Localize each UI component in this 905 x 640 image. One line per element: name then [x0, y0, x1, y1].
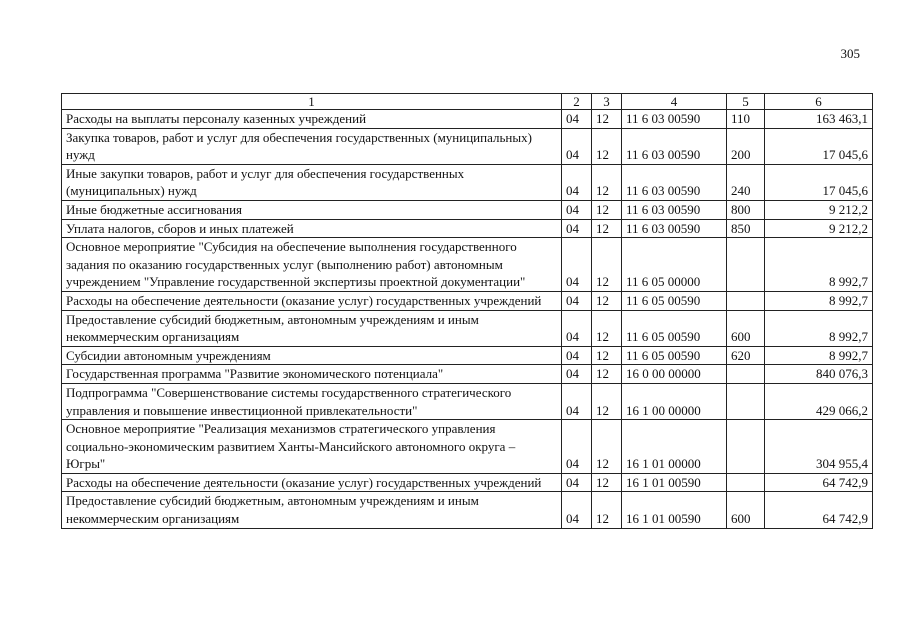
- expense-type-cell: 600: [727, 310, 765, 346]
- expense-type-cell: 850: [727, 219, 765, 238]
- expense-name-cell: Основное мероприятие "Субсидия на обеспечение выполнения государственного задания по оказанию государственных услуг (выполнению работ) автономным учреждением "Управление государственной экспертизы проектной документации": [62, 238, 562, 292]
- section-code-cell: 04: [562, 110, 592, 129]
- subsection-code-cell: 12: [592, 200, 622, 219]
- subsection-code-cell: 12: [592, 310, 622, 346]
- amount-cell: 429 066,2: [765, 383, 873, 419]
- section-code-cell: 04: [562, 291, 592, 310]
- expense-type-cell: [727, 291, 765, 310]
- amount-cell: 8 992,7: [765, 310, 873, 346]
- expense-type-cell: 240: [727, 164, 765, 200]
- table-row: [62, 110, 873, 129]
- header-cell: 5: [727, 94, 765, 110]
- section-code-cell: 04: [562, 128, 592, 164]
- amount-cell: 8 992,7: [765, 346, 873, 365]
- target-article-cell: 11 6 05 00000: [622, 238, 727, 292]
- amount-cell: 304 955,4: [765, 420, 873, 474]
- target-article-cell: 16 1 01 00590: [622, 492, 727, 528]
- expense-name-cell: Основное мероприятие "Реализация механизмов стратегического управления социально-экономическим развитием Ханты-Мансийского автономного округа – Югры": [62, 420, 562, 474]
- header-cell: 4: [622, 94, 727, 110]
- subsection-code-cell: 12: [592, 164, 622, 200]
- expense-name-cell: Уплата налогов, сборов и иных платежей: [62, 219, 562, 238]
- subsection-code-cell: 12: [592, 473, 622, 492]
- table-row: [62, 492, 873, 528]
- target-article-cell: 16 1 01 00000: [622, 420, 727, 474]
- expense-type-cell: 600: [727, 492, 765, 528]
- section-code-cell: 04: [562, 219, 592, 238]
- section-code-cell: 04: [562, 310, 592, 346]
- expense-name-cell: Расходы на выплаты персоналу казенных учреждений: [62, 110, 562, 129]
- subsection-code-cell: 12: [592, 346, 622, 365]
- subsection-code-cell: 12: [592, 383, 622, 419]
- amount-cell: 8 992,7: [765, 291, 873, 310]
- subsection-code-cell: 12: [592, 110, 622, 129]
- table-row: [62, 420, 873, 474]
- expense-name-cell: Расходы на обеспечение деятельности (оказание услуг) государственных учреждений: [62, 473, 562, 492]
- amount-cell: 8 992,7: [765, 238, 873, 292]
- table-row: [62, 219, 873, 238]
- table-row: [62, 164, 873, 200]
- subsection-code-cell: 12: [592, 291, 622, 310]
- expense-type-cell: 110: [727, 110, 765, 129]
- table-row: [62, 128, 873, 164]
- target-article-cell: 11 6 03 00590: [622, 110, 727, 129]
- target-article-cell: 16 1 01 00590: [622, 473, 727, 492]
- expense-name-cell: Расходы на обеспечение деятельности (оказание услуг) государственных учреждений: [62, 291, 562, 310]
- expense-name-cell: Субсидии автономным учреждениям: [62, 346, 562, 365]
- section-code-cell: 04: [562, 492, 592, 528]
- amount-cell: 163 463,1: [765, 110, 873, 129]
- table-row: [62, 383, 873, 419]
- section-code-cell: 04: [562, 200, 592, 219]
- target-article-cell: 11 6 03 00590: [622, 164, 727, 200]
- section-code-cell: 04: [562, 473, 592, 492]
- section-code-cell: 04: [562, 365, 592, 384]
- table-row: [62, 473, 873, 492]
- amount-cell: 17 045,6: [765, 128, 873, 164]
- table-row: [62, 310, 873, 346]
- subsection-code-cell: 12: [592, 492, 622, 528]
- table-header-row: [62, 94, 873, 110]
- target-article-cell: 11 6 05 00590: [622, 310, 727, 346]
- table-row: [62, 238, 873, 292]
- expense-name-cell: Подпрограмма "Совершенствование системы государственного стратегического управления и повышение инвестиционной привлекательности": [62, 383, 562, 419]
- subsection-code-cell: 12: [592, 420, 622, 474]
- section-code-cell: 04: [562, 164, 592, 200]
- amount-cell: 840 076,3: [765, 365, 873, 384]
- header-cell: 2: [562, 94, 592, 110]
- expense-type-cell: [727, 473, 765, 492]
- expense-name-cell: Иные бюджетные ассигнования: [62, 200, 562, 219]
- expense-type-cell: [727, 420, 765, 474]
- header-cell: 3: [592, 94, 622, 110]
- target-article-cell: 11 6 03 00590: [622, 128, 727, 164]
- subsection-code-cell: 12: [592, 238, 622, 292]
- subsection-code-cell: 12: [592, 219, 622, 238]
- expense-name-cell: Иные закупки товаров, работ и услуг для обеспечения государственных (муниципальных) нужд: [62, 164, 562, 200]
- target-article-cell: 11 6 05 00590: [622, 291, 727, 310]
- target-article-cell: 11 6 03 00590: [622, 200, 727, 219]
- expense-type-cell: [727, 238, 765, 292]
- section-code-cell: 04: [562, 383, 592, 419]
- amount-cell: 9 212,2: [765, 200, 873, 219]
- amount-cell: 17 045,6: [765, 164, 873, 200]
- section-code-cell: 04: [562, 238, 592, 292]
- expense-type-cell: [727, 383, 765, 419]
- section-code-cell: 04: [562, 346, 592, 365]
- amount-cell: 64 742,9: [765, 473, 873, 492]
- expense-type-cell: 620: [727, 346, 765, 365]
- expense-type-cell: 800: [727, 200, 765, 219]
- expense-name-cell: Предоставление субсидий бюджетным, автономным учреждениям и иным некоммерческим организациям: [62, 492, 562, 528]
- target-article-cell: 11 6 03 00590: [622, 219, 727, 238]
- amount-cell: 64 742,9: [765, 492, 873, 528]
- header-cell: 1: [62, 94, 562, 110]
- subsection-code-cell: 12: [592, 128, 622, 164]
- target-article-cell: 11 6 05 00590: [622, 346, 727, 365]
- section-code-cell: 04: [562, 420, 592, 474]
- amount-cell: 9 212,2: [765, 219, 873, 238]
- expense-type-cell: 200: [727, 128, 765, 164]
- subsection-code-cell: 12: [592, 365, 622, 384]
- expense-name-cell: Предоставление субсидий бюджетным, автономным учреждениям и иным некоммерческим организациям: [62, 310, 562, 346]
- expense-type-cell: [727, 365, 765, 384]
- table-row: [62, 365, 873, 384]
- header-cell: 6: [765, 94, 873, 110]
- target-article-cell: 16 1 00 00000: [622, 383, 727, 419]
- table-row: [62, 200, 873, 219]
- expense-name-cell: Государственная программа "Развитие экономического потенциала": [62, 365, 562, 384]
- table-row: [62, 291, 873, 310]
- table-row: [62, 346, 873, 365]
- expense-name-cell: Закупка товаров, работ и услуг для обеспечения государственных (муниципальных) нужд: [62, 128, 562, 164]
- target-article-cell: 16 0 00 00000: [622, 365, 727, 384]
- budget-table: [61, 93, 873, 529]
- page-number: 305: [840, 46, 860, 61]
